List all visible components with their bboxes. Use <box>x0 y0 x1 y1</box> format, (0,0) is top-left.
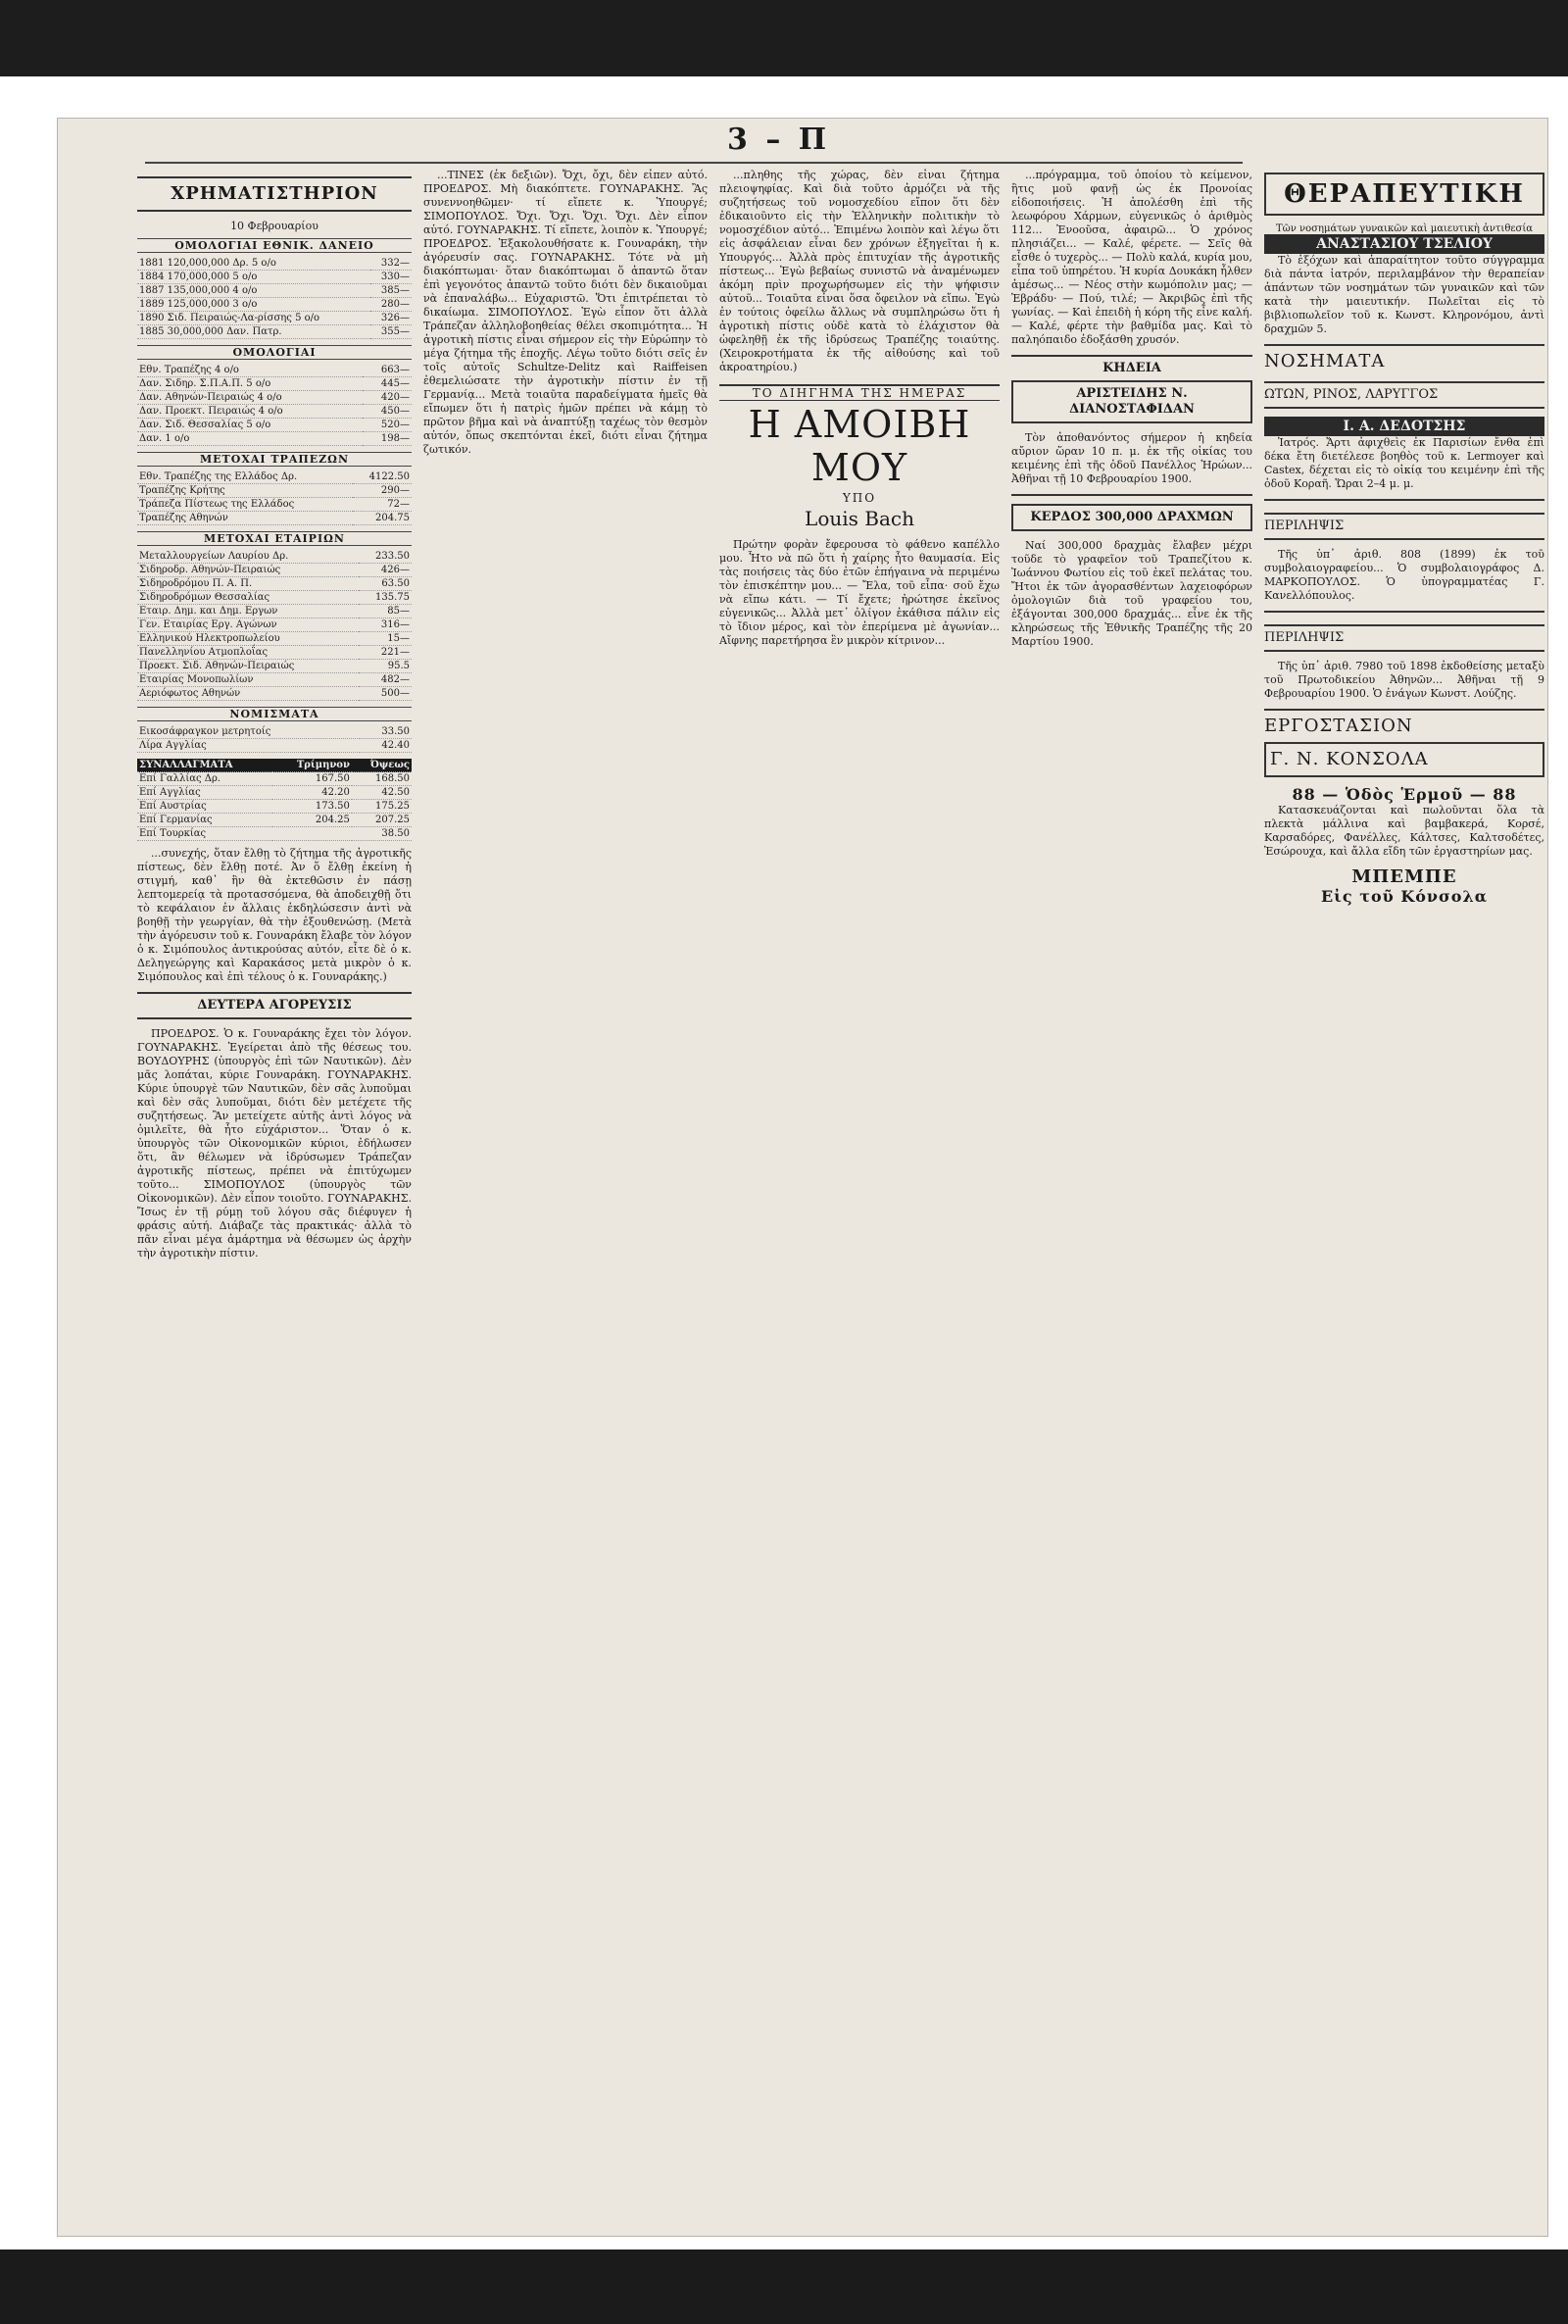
row-label: 1889 125,000,000 3 ο/ο <box>137 298 370 312</box>
table-row <box>137 498 412 512</box>
exchange-header-name: ΣΥΝΑΛΛΑΓΜΑΤΑ <box>137 759 272 772</box>
row-value: 426— <box>359 564 412 577</box>
row-label: Δαν. Προεκτ. Πειραιώς 4 ο/ο <box>137 405 363 419</box>
funeral-name: ΑΡΙΣΤΕΙΔΗΣ Ν. ΔΙΑΝΟΣΤΑΦΙΔΑΝ <box>1011 380 1252 423</box>
row-value: 42.40 <box>360 739 412 753</box>
speech-text-2: ΠΡΟΕΔΡΟΣ. Ὁ κ. Γουναράκης ἔχει τὸν λόγον. ΓΟΥΝΑΡΑΚΗΣ. Ἐγείρεται ἀπὸ τῆς θέσεως του. ΒΟΥΔΟΥΡΗΣ (ὑπουργὸς ἐπὶ τῶν Ναυτικῶν). Δὲν μᾶς λοπάται, κύριε Γουναράκη. ΓΟΥΝΑΡΑΚΗΣ. Κύριε ὑπουργὲ τῶν Ναυτικῶν, δὲν σᾶς λυποῦμαι καὶ δὲν σᾶς λυποῦμαι, διότι δὲν μετέχετε τῆς συζητήσεως. Ἂν μετείχετε αὐτῆς ἀντὶ λόγος νὰ ὁμιλεῖτε, θὰ ἦτο εὐχάριστον... Ὅταν ὁ κ. ὑπουργὸς τῶν Οἰκονομικῶν κύριοι, ἐδήλωσεν ὅτι, ἂν θέλωμεν νὰ ἰδρύσωμεν Τράπεζαν ἀγροτικῆς πίστεως, πρέπει νὰ ἐπιτύχωμεν τοῦτο... ΣΙΜΟΠΟΥΛΟΣ (ὑπουργὸς τῶν Οἰκονομικῶν). Δὲν εἶπον τοιοῦτο. ΓΟΥΝΑΡΑΚΗΣ. Ἴσως ἐν τῇ ρύμῃ τοῦ λόγου σᾶς διέφυγεν ἡ φράσις αὐτή. Διάβαζε τὰς πρακτικάς· ἀλλὰ τὸ πᾶν εἶναι μέγα ἀμάρτημα νὰ θέσωμεν ὡς ἀρχὴν τὴν ἀγροτικὴν πίστιν. <box>137 1027 412 1260</box>
row-value: 4122.50 <box>353 470 412 484</box>
row-value: 355— <box>370 325 412 339</box>
ad-factory-footer: Εἰς τοῦ Κόνσολα <box>1320 887 1489 906</box>
row-value: 233.50 <box>359 550 412 564</box>
story-title: Η ΑΜΟΙΒΗ ΜΟΥ <box>748 403 971 489</box>
funeral-text: Τὸν ἀποθανόντος σήμερον ἡ κηδεία αὔριον ὥραν 10 π. μ. ἐκ τῆς οἰκίας του κειμένης ἐπὶ τῆς ὁδοῦ Πανέλλος Ἡρώων... Ἀθῆναι τῇ 10 Φεβρουαρίου 1900. <box>1011 431 1252 485</box>
ad-factory-title: ΕΡΓΟΣΤΑΣΙΟΝ <box>1264 716 1413 736</box>
ad-therapeutics <box>1264 173 1544 336</box>
row-value: 63.50 <box>359 577 412 591</box>
row-value: 168.50 <box>352 772 412 786</box>
column-notices <box>1011 169 1252 2295</box>
prize-title: ΚΕΡΔΟΣ 300,000 ΔΡΑΧΜΩΝ <box>1011 504 1252 531</box>
row-value: 385— <box>370 284 412 298</box>
table-row <box>137 419 412 432</box>
row-label: Δαν. Αθηνών-Πειραιώς 4 ο/ο <box>137 391 363 405</box>
dateline: 10 Φεβρουαρίου <box>230 220 318 232</box>
row-value: 85— <box>359 605 412 618</box>
exchange-rates-table <box>137 759 412 841</box>
table-row <box>137 470 412 484</box>
ad-therapeutics-sub: Τῶν νοσημάτων γυναικῶν καὶ μαιευτικὴ ἀντιθεσία <box>1275 223 1534 234</box>
row-value: 290— <box>353 484 412 498</box>
row-value: 38.50 <box>352 827 412 841</box>
row-value: 330— <box>370 271 412 284</box>
funeral-notice <box>1011 355 1252 486</box>
row-label: 1881 120,000,000 Δρ. 5 ο/ο <box>137 257 370 271</box>
table-row <box>137 364 412 377</box>
row-value: 204.25 <box>272 814 352 827</box>
stock-exchange-title: ΧΡΗΜΑΤΙΣΤΗΡΙΟΝ <box>137 176 412 212</box>
story-label: ΤΟ ΔΙΗΓΗΜΑ ΤΗΣ ΗΜΕΡΑΣ <box>719 384 1000 401</box>
table-row <box>137 271 412 284</box>
row-label: Προεκτ. Σιδ. Αθηνών-Πειραιώς <box>137 660 359 673</box>
ad-ent-sub: ΩΤΩΝ, ΡΙΝΟΣ, ΛΑΡΥΓΓΟΣ <box>1264 381 1544 409</box>
row-label: Επί Τουρκίας <box>137 827 272 841</box>
row-label: 1885 30,000,000 Δαν. Πατρ. <box>137 325 370 339</box>
column-stock-exchange <box>137 169 412 2295</box>
table-row <box>137 827 412 841</box>
row-value: 42.50 <box>352 786 412 800</box>
table-row <box>137 800 412 814</box>
row-label: Εταιρίας Μονοπωλίων <box>137 673 359 687</box>
table-row <box>137 257 412 271</box>
section-bonds: ΟΜΟΛΟΓΙΑΙ <box>137 345 412 360</box>
row-value: 167.50 <box>272 772 352 786</box>
prize-notice <box>1011 494 1252 649</box>
table-row <box>137 577 412 591</box>
row-label: Πανελληνίου Ατμοπλοΐας <box>137 646 359 660</box>
row-value: 175.25 <box>352 800 412 814</box>
row-label: 1887 135,000,000 4 ο/ο <box>137 284 370 298</box>
ad-ent-doctor-name: Ι. Α. ΔΕΔΟΤΣΗΣ <box>1264 417 1544 436</box>
row-value: 332— <box>370 257 412 271</box>
table-row <box>137 687 412 701</box>
column-story <box>719 169 1000 2295</box>
ad-therapeutics-text: Τὸ ἐξόχων καὶ ἀπαραίτητον τοῦτο σύγγραμμα διὰ πάντα ἰατρόν, περιλαμβάνον τὴν θεραπείαν ἁπάντων τῶν νοσημάτων τῶν γυναικῶν καὶ τῶν κατὰ τὴν μαιευτικήν. Πωλεῖται εἰς τὸ βιβλιοπωλεῖον τοῦ κ. Κωνστ. Κληρονόμου, ἀντὶ δραχμῶν 5. <box>1264 254 1544 335</box>
table-row <box>137 432 412 446</box>
row-label: Τράπεζα Πίστεως της Ελλάδος <box>137 498 353 512</box>
funeral-label: ΚΗΔΕΙΑ <box>1102 361 1161 375</box>
table-row <box>137 618 412 632</box>
column-ads <box>1264 169 1544 2295</box>
row-value: 221— <box>359 646 412 660</box>
row-value: 450— <box>363 405 412 419</box>
row-value: 173.50 <box>272 800 352 814</box>
banks-table <box>137 470 412 525</box>
notice-summary-2 <box>1264 611 1544 701</box>
table-row <box>137 391 412 405</box>
row-label: Εταιρ. Δημ. και Δημ. Εργων <box>137 605 359 618</box>
row-label: Λίρα Αγγλίας <box>137 739 360 753</box>
row-value: 33.50 <box>360 725 412 739</box>
row-label: Αεριόφωτος Αθηνών <box>137 687 359 701</box>
row-value: 135.75 <box>359 591 412 605</box>
story-by: ΥΠΟ <box>842 491 877 505</box>
ad-factory <box>1264 709 1544 906</box>
money-table <box>137 725 412 753</box>
exchange-header-3m: Τρίμηνον <box>272 759 352 772</box>
story-text: Πρώτην φορὰν ἔφερουσα τὸ φάθενο καπέλλο μου. Ἦτο νὰ πῶ ὅτι ἡ χαίρης ἦτο θαυμασία. Εἰς τὰς ποιήσεις τὰς δύο ἐτῶν ἐπήγαινα νὰ περιμένω τὸν ἐπισκέπτην μου... — Ἔλα, τοῦ εἶπα· σοῦ ἔχω νὰ εἴπω κάτι. — Τί ἔχετε; ἠρώτησε ἐκεῖνος εὐγενικῶς... Ἀλλὰ μετ᾽ ὀλίγον ἐκάθισα πάλιν εἰς τὸ ἴδιον μέρος, καὶ τὸν ἐπερίμενα μὲ ἀγωνίαν... Αἴφνης παρετήρησα ἓν μικρὸν κίτρινον... <box>719 538 1000 647</box>
row-label: Εθν. Τραπέζης της Ελλάδος Δρ. <box>137 470 353 484</box>
row-value: 72— <box>353 498 412 512</box>
scan-top-border <box>0 0 1568 76</box>
exchange-header-sight: Όψεως <box>352 759 412 772</box>
row-value: 204.75 <box>353 512 412 525</box>
notice-summary-2-title: ΠΕΡΙΛΗΨΙΣ <box>1264 624 1544 652</box>
ad-factory-brand: ΜΠΕΜΠΕ <box>1351 866 1457 887</box>
row-label: Δαν. Σιδηρ. Σ.Π.Α.Π. 5 ο/ο <box>137 377 363 391</box>
column-debate <box>423 169 708 2295</box>
speech-text-1: ...συνεχής, ὅταν ἔλθῃ τὸ ζήτημα τῆς ἀγροτικῆς πίστεως, δὲν ἔλθῃ ποτέ. Ἀν ὅ ἔλθῃ ἐκείνη ἡ στιγμή, καθ᾽ ἣν θὰ ἐκτεθῶσιν ἐν πάσῃ λεπτομερείᾳ τὰ προτασσόμενα, θὰ ἀποδειχθῇ ὅτι τὸ κεφάλαιον ἐν ἄλλαις ἐκδηλώσεσιν ἀντὶ νὰ βοηθῇ τὴν γεωργίαν, θὰ τὴν ἐξουθενώσῃ. (Μετὰ τὴν ἀγόρευσιν τοῦ κ. Γουναράκη ἔλαβε τὸν λόγον ὁ κ. Σιμόπουλος ἀντικρούσας αὐτόν, εἶτε δὲ ὁ κ. Δεληγεώργης καὶ Καρακάσος μετὰ μικρὸν ὁ κ. Σιμόπουλος καὶ ἐπὶ τέλους ὁ κ. Γουναράκης.) <box>137 847 412 983</box>
row-value <box>272 827 352 841</box>
table-row <box>137 660 412 673</box>
exchange-header-row <box>137 759 412 772</box>
table-row <box>137 814 412 827</box>
table-row <box>137 284 412 298</box>
ad-factory-address: 88 — Ὁδὸς Ἑρμοῦ — 88 <box>1292 785 1517 804</box>
table-row <box>137 298 412 312</box>
table-row <box>137 725 412 739</box>
row-value: 663— <box>363 364 412 377</box>
row-value: 520— <box>363 419 412 432</box>
row-label: Επί Αγγλίας <box>137 786 272 800</box>
section-money: ΝΟΜΙΣΜΑΤΑ <box>137 707 412 721</box>
table-row <box>137 564 412 577</box>
ad-factory-text: Κατασκευάζονται καὶ πωλοῦνται ὅλα τὰ πλεκτὰ μάλλινα καὶ βαμβακερά, Κορσέ, Καρσαδόρες, Φανέλλες, Κάλτσες, Καλτσοδέτες, Ἐσώρουχα, καὶ ἄλλα εἴδη τῶν ἐργαστηρίων μας. <box>1264 804 1544 858</box>
row-label: Επί Γερμανίας <box>137 814 272 827</box>
table-row <box>137 772 412 786</box>
row-label: Σιδηροδρόμων Θεσσαλίας <box>137 591 359 605</box>
table-row <box>137 377 412 391</box>
table-row <box>137 405 412 419</box>
row-label: Δαν. Σιδ. Θεσσαλίας 5 ο/ο <box>137 419 363 432</box>
row-value: 15— <box>359 632 412 646</box>
row-label: Τραπέζης Κρήτης <box>137 484 353 498</box>
scan-bottom-border <box>0 2250 1568 2324</box>
bonds-table <box>137 364 412 446</box>
ad-therapeutics-title: ΘΕΡΑΠΕΥΤΙΚΗ <box>1264 173 1544 216</box>
row-value: 482— <box>359 673 412 687</box>
prize-text: Ναί 300,000 δραχμὰς ἔλαβεν μέχρι τοῦδε τὸ γραφεῖον τοῦ Τραπεζίτου κ. Ἰωάννου Φωτίου εἰς τοῦ ἐκεῖ πελάτας του. Ἤτοι ἐκ τῶν ἀγορασθέντων λαχειοφόρων ὁμολογιῶν διὰ τοῦ γραφείου του, ἐξάγονται 300,000 δραχμάς... εἶνε ἐκ τῆς κληρώσεως τῆς Ἐθνικῆς Τραπέζης τῆς 20 Μαρτίου 1900. <box>1011 539 1252 648</box>
row-value: 420— <box>363 391 412 405</box>
ad-ent-doctor <box>1264 344 1544 491</box>
header-rule <box>145 162 1243 164</box>
table-row <box>137 673 412 687</box>
row-label: Μεταλλουργείων Λαυρίου Δρ. <box>137 550 359 564</box>
story-continued-text: ...πρόγραμμα, τοῦ ὁποίου τὸ κείμενον, ἣτις μοῦ φανῇ ὡς ἐκ Προνοίας εἰδοποιήσεις. Ἡ ἀπολέσθη ἐπὶ τῆς λεωφόρου Χάρμων, εὐγενικῶς ὁ ἀριθμὸς 112... Ἐνοοῦσα, ἀφαιρῶ... Ὁ χρόνος πλησιάζει... — Καλέ, φέρετε. — Σεῖς θὰ εἶσθε ὁ τυχερὸς... — Πολὺ καλά, κυρία μου, εἶπα τοῦ ὑπηρέτου. Ἡ κυρία Δουκάκη ἦλθεν ἀμέσως... — Νέος στὴν κωμόπολιν μας; — Ἐβράδυ· — Πού, τιλέ; — Ἀκριβῶς ἐπὶ τῆς γωνίας. — Καὶ ἐπειδὴ ἡ κόρη τῆς εἶνε καλή. — Καλέ, φέρτε τὴν βαθμίδα μας. Καὶ τὸ παληόπαιδο ἐδοξάσθη χρυσόν. <box>1011 169 1252 346</box>
table-row <box>137 550 412 564</box>
row-label: 1890 Σιδ. Πειραιώς-Λα-ρίσσης 5 ο/ο <box>137 312 370 325</box>
page-number: 3 – Π <box>727 123 831 157</box>
row-value: 95.5 <box>359 660 412 673</box>
row-label: Τραπέζης Αθηνών <box>137 512 353 525</box>
row-label: Δαν. 1 ο/ο <box>137 432 363 446</box>
row-value: 326— <box>370 312 412 325</box>
notice-summary-1-text: Τῆς ὑπ᾽ ἀριθ. 808 (1899) ἐκ τοῦ συμβολαιογραφείου... Ὁ συμβολαιογράφος Δ. ΜΑΡΚΟΠΟΥΛΟΣ. Ὁ ὑπογραμματέας Γ. Κανελλόπουλος. <box>1264 548 1544 602</box>
table-row <box>137 786 412 800</box>
section-loans: ΟΜΟΛΟΓΙΑΙ ΕΘΝΙΚ. ΔΑΝΕΙΟ <box>137 238 412 253</box>
notice-summary-2-text: Τῆς ὑπ᾽ ἀριθ. 7980 τοῦ 1898 ἐκδοθείσης μεταξὺ τοῦ Πρωτοδικείου Ἀθηνῶν... Ἀθῆναι τῇ 9 Φεβρουαρίου 1900. Ὁ ἐνάγων Κωνστ. Λούζης. <box>1264 660 1544 700</box>
table-row <box>137 312 412 325</box>
notice-summary-1 <box>1264 499 1544 603</box>
table-row <box>137 605 412 618</box>
row-label: Επί Γαλλίας Δρ. <box>137 772 272 786</box>
table-row <box>137 591 412 605</box>
row-label: Επί Αυστρίας <box>137 800 272 814</box>
ad-ent-title: ΝΟΣΗΜΑΤΑ <box>1264 351 1386 371</box>
row-value: 280— <box>370 298 412 312</box>
second-speech-title: ΔΕΥΤΕΡΑ ΑΓΟΡΕΥΣΙΣ <box>137 992 412 1019</box>
story-author: Louis Bach <box>805 507 914 530</box>
row-value: 42.20 <box>272 786 352 800</box>
table-row <box>137 325 412 339</box>
row-label: 1884 170,000,000 5 ο/ο <box>137 271 370 284</box>
ad-ent-text: Ἰατρός. Ἄρτι ἀφιχθεὶς ἐκ Παρισίων ἔνθα ἐπὶ δέκα ἔτη διετέλεσε βοηθὸς τοῦ κ. Lermoyer καὶ Castex, δέχεται εἰς τὸ οἰκίᾳ του κειμένην ἐπὶ τῆς ὁδοῦ Κοραῆ. Ὥραι 2–4 μ. μ. <box>1264 436 1544 490</box>
companies-table <box>137 550 412 701</box>
row-value: 198— <box>363 432 412 446</box>
ad-factory-name: Γ. Ν. ΚΟΝΣΟΛΑ <box>1264 742 1544 777</box>
table-row <box>137 632 412 646</box>
row-label: Εικοσάφραγκον μετρητοίς <box>137 725 360 739</box>
table-row <box>137 739 412 753</box>
row-value: 316— <box>359 618 412 632</box>
notice-summary-1-title: ΠΕΡΙΛΗΨΙΣ <box>1264 513 1544 540</box>
row-label: Γεν. Εταιρίας Εργ. Αγώνων <box>137 618 359 632</box>
row-value: 207.25 <box>352 814 412 827</box>
table-row <box>137 646 412 660</box>
row-label: Σιδηροδρ. Αθηνών-Πειραιώς <box>137 564 359 577</box>
table-row <box>137 484 412 498</box>
loans-table <box>137 257 412 339</box>
debate-text: ...ΤΙΝΕΣ (ἐκ δεξιῶν). Ὄχι, ὄχι, δὲν εἶπεν αὐτό. ΠΡΟΕΔΡΟΣ. Μὴ διακόπτετε. ΓΟΥΝΑΡΑΚΗΣ. Ἂς συνεννοηθῶμεν· τί εἴπετε κ. Ὑπουργέ; ΣΙΜΟΠΟΥΛΟΣ. Ὄχι. Ὄχι. Ὄχι. Ὄχι. Δὲν εἶπον αὐτό. ΓΟΥΝΑΡΑΚΗΣ. Τί εἴπετε, λοιπὸν κ. Ὑπουργέ; ΠΡΟΕΔΡΟΣ. Ἐξακολουθήσατε κ. Γουναράκη, τὴν ἀγόρευσίν σας. ΓΟΥΝΑΡΑΚΗΣ. Τότε νὰ μὴ διακόπτωμαι· ὅταν διακόπτωμαι ὅ ἀπαντῶ ὅταν ἐπὶ γεγονότος ἀπαντῶ τοῦτο διότι δὲν δικαιοῦμαι νὰ ἐπαναλάβω... Εὐχαριστῶ. Ὅτι ἐπιτρέπεται τὸ δικαίωμα. ΣΙΜΟΠΟΥΛΟΣ. Ἐγὼ εἶπον ὅτι ἀλλὰ Τράπεζαν ἀλληλοβοηθείας θέλει σκοπιμότητα... Ἡ ἀγροτικὴ πίστις εἶναι σήμερον εἰς τὴν Εὐρώπην τὸ μέγα ζήτημα τῆς ἐποχῆς. Λέγω τοῦτο διότι σεῖς ἐν τοῖς αὐτοῖς Schultze-Delitz καὶ Raiffeisen ἐθεμελιώσατε τὴν ἀγροτικὴν πίστιν ἐν τῇ Γερμανίᾳ... Μετὰ τοιαῦτα παραδείγματα ἡμεῖς θὰ εἴπωμεν ὅτι ἡ πατρὶς ἡμῶν πρέπει νὰ κάμῃ τὸ πρῶτον βῆμα καὶ νὰ ἀναπτύξῃ ταχέως τὸν θεσμὸν αὐτόν, ὅπως σκεπτόνται ἐκεῖ, διότι εἶναι ζήτημα ζωτικόν. <box>423 169 708 456</box>
debate-continued-text: ...πληθης τῆς χώρας, δὲν εἶναι ζήτημα πλειοψηφίας. Καὶ διὰ τοῦτο ἀρμόζει νὰ τῆς συζητήσεως τοῦ νομοσχεδίου εἴπον ὅτι δὲν ἐδικαιοῦντο εἰς τὴν Ἑλληνικὴν πολιτικὴν τὸ νομοσχέδιον αὐτό... Ἐπιμένω λοιπὸν καὶ λέγω ὅτι εἰς ἀσφάλειαν εἶναι δεν χρόνων ἐξηγεῖται ἡ κ. Υπουργός... Ἀλλὰ πρὸς ἐπιτυχίαν τῆς ἀγροτικῆς πίστεως... Ἐγὼ βεβαίως συνιστῶ νὰ ἀναμένωμεν ἀκόμη πρὶν προχωρήσωμεν εἰς τὴν ψήφισιν αὐτοῦ... Τοιαῦτα εἶναι ὅσα ὄφειλον νὰ εἴπω. Ἐγὼ ἐν τούτοις ὀφείλω ἄλλως νὰ συμπληρώσω ὅτι ἡ ἀγροτικὴ πίστις οὐδὲ κατὰ τὸ ἐλάχιστον θὰ ὠφεληθῇ ἐκ τῆς ἰδρύσεως Τραπέζης τοιαύτης. (Χειροκροτήματα ἐκ τῆς αἰθούσης καὶ τοῦ ἀκροατηρίου.) <box>719 169 1000 373</box>
ad-therapeutics-author: ΑΝΑΣΤΑΣΙΟΥ ΤΣΕΛΙΟΥ <box>1264 234 1544 254</box>
section-companies: ΜΕΤΟΧΑΙ ΕΤΑΙΡΙΩΝ <box>137 531 412 546</box>
row-label: Ελληνικού Ηλεκτροπωλείου <box>137 632 359 646</box>
row-label: Σιδηροδρόμου Π. Α. Π. <box>137 577 359 591</box>
row-label: Εθν. Τραπέζης 4 ο/ο <box>137 364 363 377</box>
row-value: 445— <box>363 377 412 391</box>
section-banks: ΜΕΤΟΧΑΙ ΤΡΑΠΕΖΩΝ <box>137 452 412 467</box>
row-value: 500— <box>359 687 412 701</box>
table-row <box>137 512 412 525</box>
